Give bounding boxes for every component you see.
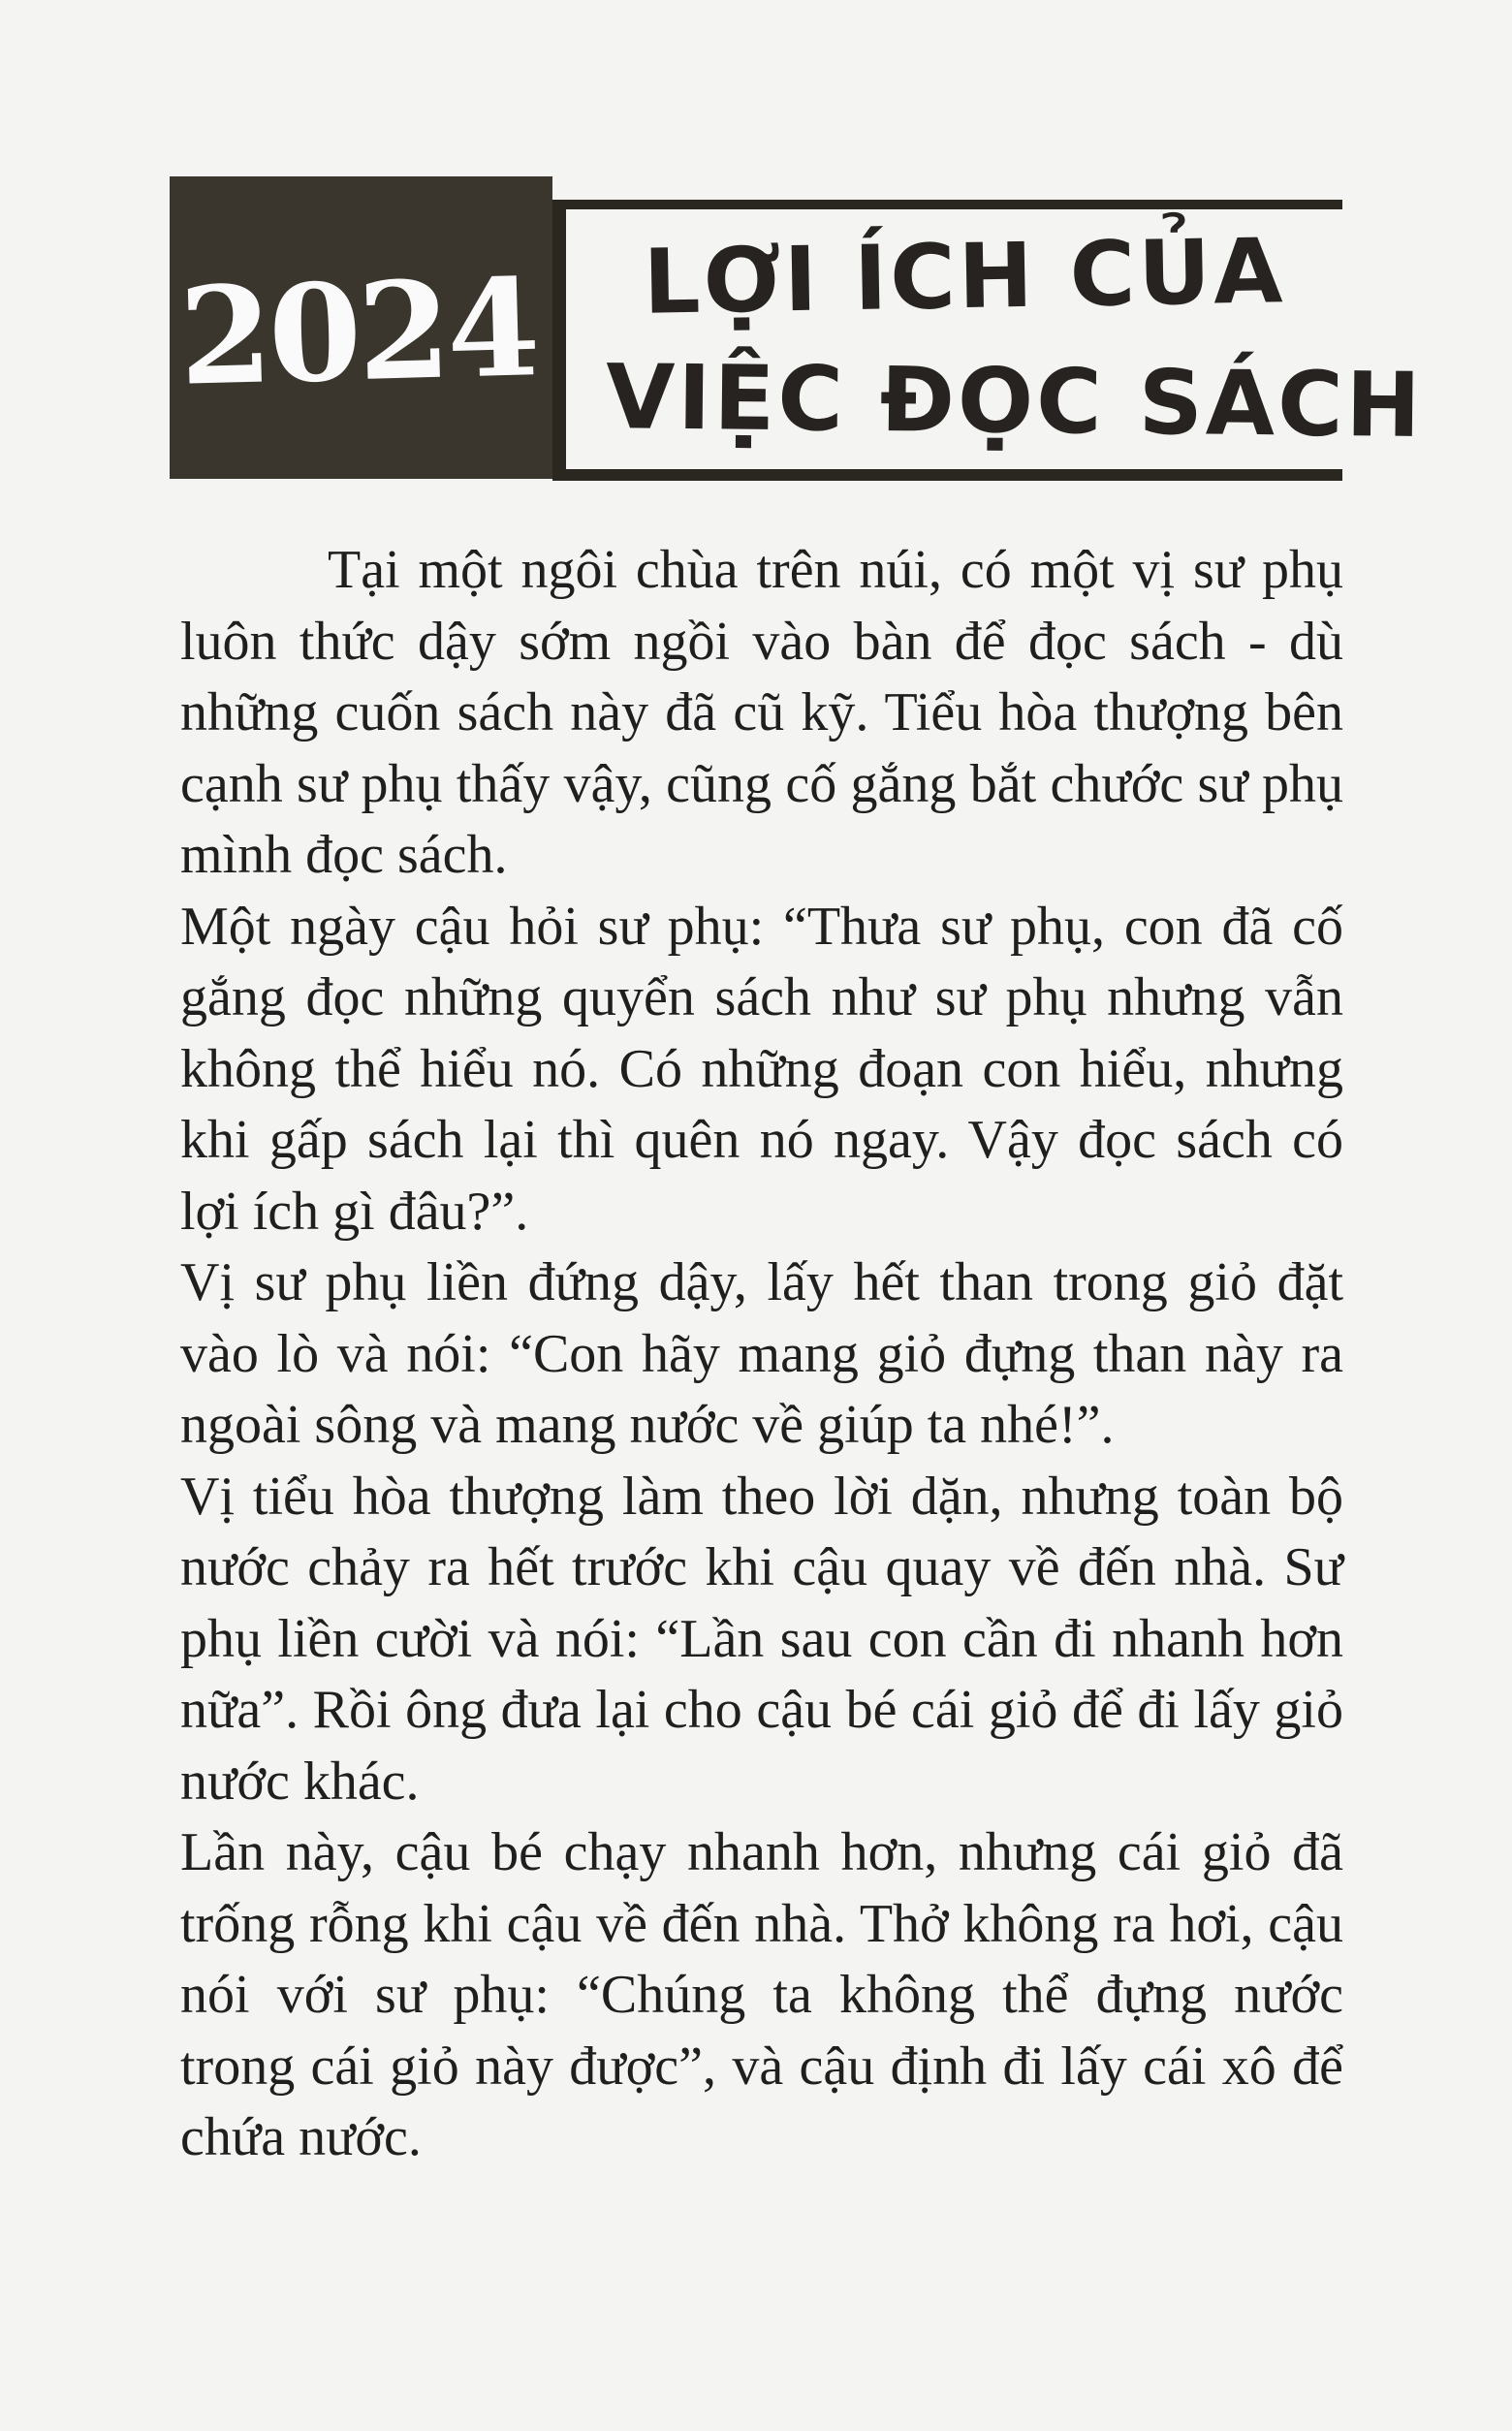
year-box (170, 176, 552, 479)
header-top-rule (552, 200, 1342, 209)
paragraph-4: Vị tiểu hòa thượng làm theo lời dặn, nhưng toàn bộ nước chảy ra hết trước khi cậu quay về đến nhà. Sư phụ liền cười và nói: “Lần sau con cần đi nhanh hơn nữa”. Rồi ông đưa lại cho cậu bé cái giỏ để đi lấy giỏ nước khác. (180, 1466, 1343, 1812)
paragraph-2: Một ngày cậu hỏi sư phụ: “Thưa sư phụ, con đã cố gắng đọc những quyển sách như sư phụ nhưng vẫn không thể hiểu nó. Có những đoạn con hiểu, nhưng khi gấp sách lại thì quên nó ngay. Vậy đọc sách có lợi ích gì đâu?”. (180, 896, 1343, 1242)
header-left-rule (552, 200, 566, 481)
header-bottom-rule (552, 469, 1342, 481)
chapter-title-line-1: LỢI ÍCH CỦA (642, 219, 1287, 334)
chapter-title-line-2: VIỆC ĐỌC SÁCH (605, 345, 1425, 458)
chapter-header (170, 176, 1425, 487)
paragraph-5: Lần này, cậu bé chạy nhanh hơn, nhưng cái giỏ đã trống rỗng khi cậu về đến nhà. Thở không ra hơi, cậu nói với sư phụ: “Chúng ta không thể đựng nước trong cái giỏ này được”, và cậu định đi lấy cái xô để chứa nước. (180, 1822, 1343, 2167)
paragraph-1: Tại một ngôi chùa trên núi, có một vị sư phụ luôn thức dậy sớm ngồi vào bàn để đọc sách - dù những cuốn sách này đã cũ kỹ. Tiểu hòa thượng bên cạnh sư phụ thấy vậy, cũng cố gắng bắt chước sư phụ mình đọc sách. (180, 540, 1343, 885)
paragraph-3: Vị sư phụ liền đứng dậy, lấy hết than trong giỏ đặt vào lò và nói: “Con hãy mang giỏ đựng than này ra ngoài sông và mang nước về giúp ta nhé!”. (180, 1252, 1343, 1455)
body-text (180, 535, 1343, 2174)
chapter-year: 2024 (177, 247, 539, 416)
chapter-title (596, 215, 1425, 467)
